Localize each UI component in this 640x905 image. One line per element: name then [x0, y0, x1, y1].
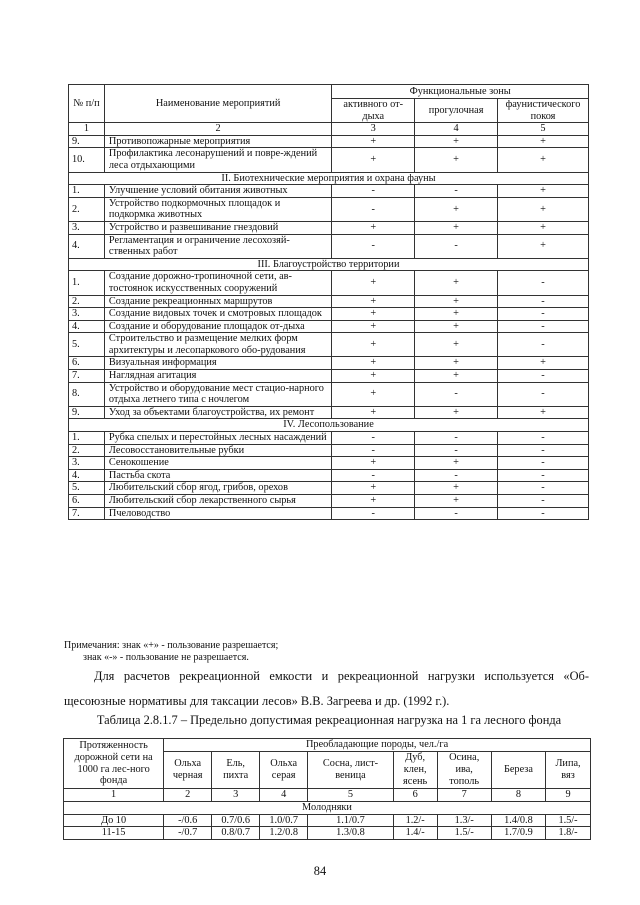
zone-fauna-value: +: [498, 357, 589, 370]
zone-fauna-value: +: [498, 185, 589, 198]
row-measure: Устройство подкормочных площадок и подкормка животных: [104, 197, 331, 221]
zone-active-value: +: [332, 148, 415, 172]
zone-active-value: +: [332, 135, 415, 148]
zone-fauna-value: +: [498, 197, 589, 221]
zone-fauna-value: -: [498, 370, 589, 383]
table-row: [69, 185, 589, 198]
colnum: 1: [69, 123, 105, 136]
species-header: Сосна, лист-веница: [308, 752, 394, 789]
table-row: [69, 271, 589, 295]
zone-walk-value: +: [415, 457, 498, 470]
zone-walk-value: -: [415, 185, 498, 198]
row-number: 7.: [69, 507, 105, 520]
zone-walk-value: +: [415, 135, 498, 148]
cell: 1.0/0.7: [260, 814, 308, 827]
zone-active-value: -: [332, 432, 415, 445]
row-number: 4.: [69, 320, 105, 333]
row-number: 9.: [69, 406, 105, 419]
table-row: [69, 406, 589, 419]
colnum: 7: [437, 789, 491, 802]
zone-active-value: +: [332, 382, 415, 406]
zone-active-value: +: [332, 308, 415, 321]
section-title: III. Благоустройство территории: [69, 258, 589, 271]
cell: 0.7/0.6: [212, 814, 260, 827]
table-row: [69, 221, 589, 234]
zone-walk-value: -: [415, 469, 498, 482]
measures-table-body: [69, 135, 589, 519]
cell: 0.8/0.7: [212, 827, 260, 840]
row-number: 5.: [69, 333, 105, 357]
species-header: Осина, ива, тополь: [437, 752, 491, 789]
zone-active-value: +: [332, 295, 415, 308]
note-line-2: знак «-» - пользование не разрешается.: [83, 652, 249, 663]
zone-walk-value: -: [415, 234, 498, 258]
zone-walk-value: +: [415, 320, 498, 333]
zone-active-value: +: [332, 482, 415, 495]
table-row: [69, 295, 589, 308]
zone-active-value: +: [332, 221, 415, 234]
row-number: 5.: [69, 482, 105, 495]
species-header: Береза: [491, 752, 545, 789]
zone-active-value: +: [332, 320, 415, 333]
zone-fauna-value: -: [498, 432, 589, 445]
row-measure: Рубка спелых и перестойных лесных насаждений: [104, 432, 331, 445]
zone-walk-value: +: [415, 370, 498, 383]
row-label: 11-15: [64, 827, 164, 840]
zone-active-value: -: [332, 507, 415, 520]
row-measure: Пастьба скота: [104, 469, 331, 482]
cell: 1.2/-: [393, 814, 437, 827]
row-measure: Визуальная информация: [104, 357, 331, 370]
cell: 1.5/-: [546, 814, 591, 827]
table-row: [69, 357, 589, 370]
row-number: 6.: [69, 495, 105, 508]
zone-fauna-value: -: [498, 333, 589, 357]
row-number: 1.: [69, 185, 105, 198]
zone-walk-value: -: [415, 382, 498, 406]
row-number: 3.: [69, 308, 105, 321]
table-row: [69, 308, 589, 321]
zone-walk-value: +: [415, 221, 498, 234]
cell: 1.3/0.8: [308, 827, 394, 840]
zone-walk-value: +: [415, 495, 498, 508]
row-measure: Создание дорожно-тропиночной сети, ав-тостоянок искусственных сооружений: [104, 271, 331, 295]
zone-fauna-value: -: [498, 457, 589, 470]
measures-table: [68, 84, 589, 520]
section-row: [69, 258, 589, 271]
colnum: 2: [164, 789, 212, 802]
cell: 1.4/-: [393, 827, 437, 840]
row-measure: Создание и оборудование площадок от-дыха: [104, 320, 331, 333]
row-label: До 10: [64, 814, 164, 827]
species-header: Ель, пихта: [212, 752, 260, 789]
section-youngstock: Молодняки: [64, 801, 591, 814]
zone-active-value: +: [332, 495, 415, 508]
table-row: [69, 135, 589, 148]
row-number: 3.: [69, 457, 105, 470]
colnum: 5: [498, 123, 589, 136]
species-header: Липа, вяз: [546, 752, 591, 789]
row-measure: Пчеловодство: [104, 507, 331, 520]
colnum: 8: [491, 789, 545, 802]
table-row: [69, 370, 589, 383]
zone-walk-value: +: [415, 197, 498, 221]
table-row: [69, 197, 589, 221]
body-paragraph: Для расчетов рекреационной емкости и рекреационной нагрузки используется «Об-щесоюзные нормативы для таксации лесов» В.В. Загреева и др. (1992 г.).: [64, 669, 589, 708]
row-number: 6.: [69, 357, 105, 370]
table-row: [69, 495, 589, 508]
row-measure: Строительство и размещение мелких форм архитектуры и лесопаркового обо-рудования: [104, 333, 331, 357]
row-measure: Любительский сбор ягод, грибов, орехов: [104, 482, 331, 495]
zone-active-value: +: [332, 333, 415, 357]
species-header: Ольха серая: [260, 752, 308, 789]
zone-active-value: +: [332, 370, 415, 383]
zone-fauna-value: -: [498, 295, 589, 308]
zone-active-value: -: [332, 469, 415, 482]
zone-fauna-value: +: [498, 135, 589, 148]
cell: 1.3/-: [437, 814, 491, 827]
zone-walk-value: -: [415, 432, 498, 445]
row-measure: Регламентация и ограничение лесохозяй-ственных работ: [104, 234, 331, 258]
zone-walk-value: +: [415, 357, 498, 370]
cell: 1.8/-: [546, 827, 591, 840]
section-title: IV. Лесопользование: [69, 419, 589, 432]
cell: 1.5/-: [437, 827, 491, 840]
zone-active-value: -: [332, 444, 415, 457]
page-number: 84: [313, 864, 327, 878]
cell: 1.4/0.8: [491, 814, 545, 827]
load-group-header: Преобладающие породы, чел./га: [164, 739, 591, 752]
zone-fauna-value: -: [498, 482, 589, 495]
zone-active-value: -: [332, 197, 415, 221]
header-name: Наименование мероприятий: [104, 85, 331, 123]
table-notes: [64, 640, 278, 664]
load-rowhead: Протяженность дорожной сети на 1000 га лес-ного фонда: [64, 739, 164, 789]
zone-fauna-value: -: [498, 469, 589, 482]
table-row: [64, 827, 591, 840]
row-measure: Улучшение условий обитания животных: [104, 185, 331, 198]
row-measure: Создание видовых точек и смотровых площадок: [104, 308, 331, 321]
row-measure: Уход за объектами благоустройства, их ремонт: [104, 406, 331, 419]
zone-active-value: +: [332, 457, 415, 470]
row-measure: Создание рекреационных маршрутов: [104, 295, 331, 308]
table-row: [64, 814, 591, 827]
header-zone-active: активного от-дыха: [332, 99, 415, 123]
table-row: [69, 148, 589, 172]
row-number: 4.: [69, 234, 105, 258]
row-number: 4.: [69, 469, 105, 482]
table-row: [69, 432, 589, 445]
row-number: 7.: [69, 370, 105, 383]
row-measure: Профилактика лесонарушений и повре-ждений леса отдыхающими: [104, 148, 331, 172]
section-title: II. Биотехнические мероприятия и охрана фауны: [69, 172, 589, 185]
table-row: [69, 234, 589, 258]
table-row: [69, 482, 589, 495]
row-number: 9.: [69, 135, 105, 148]
cell: 1.7/0.9: [491, 827, 545, 840]
note-line-1: Примечания: знак «+» - пользование разрешается;: [64, 640, 279, 651]
header-zones: Функциональные зоны: [332, 85, 589, 99]
zone-walk-value: +: [415, 406, 498, 419]
zone-active-value: -: [332, 185, 415, 198]
load-table: [63, 738, 591, 840]
row-number: 2.: [69, 197, 105, 221]
colnum: 1: [64, 789, 164, 802]
cell: -/0.6: [164, 814, 212, 827]
zone-walk-value: +: [415, 271, 498, 295]
row-number: 8.: [69, 382, 105, 406]
zone-fauna-value: -: [498, 382, 589, 406]
zone-walk-value: -: [415, 507, 498, 520]
species-header: Дуб, клен, ясень: [393, 752, 437, 789]
row-number: 2.: [69, 295, 105, 308]
zone-active-value: -: [332, 234, 415, 258]
table-caption: Таблица 2.8.1.7 – Предельно допустимая рекреационная нагрузка на 1 га лесного фонда: [96, 713, 562, 727]
cell: 1.1/0.7: [308, 814, 394, 827]
section-row: [69, 172, 589, 185]
zone-walk-value: +: [415, 295, 498, 308]
row-number: 1.: [69, 271, 105, 295]
header-zone-fauna: фаунистического покоя: [498, 99, 589, 123]
zone-active-value: +: [332, 271, 415, 295]
zone-walk-value: +: [415, 148, 498, 172]
table-row: [69, 320, 589, 333]
colnum: 3: [212, 789, 260, 802]
zone-fauna-value: -: [498, 320, 589, 333]
zone-fauna-value: +: [498, 234, 589, 258]
colnum: 4: [260, 789, 308, 802]
zone-fauna-value: +: [498, 148, 589, 172]
zone-fauna-value: -: [498, 495, 589, 508]
header-num: № п/п: [69, 85, 105, 123]
zone-active-value: +: [332, 406, 415, 419]
row-measure: Сенокошение: [104, 457, 331, 470]
zone-fauna-value: -: [498, 308, 589, 321]
table-row: [69, 382, 589, 406]
colnum: 3: [332, 123, 415, 136]
species-header: Ольха черная: [164, 752, 212, 789]
row-measure: Устройство и оборудование мест стацио-нарного отдыха летнего типа с ночлегом: [104, 382, 331, 406]
row-measure: Наглядная агитация: [104, 370, 331, 383]
colnum: 2: [104, 123, 331, 136]
colnum: 4: [415, 123, 498, 136]
row-number: 10.: [69, 148, 105, 172]
zone-walk-value: +: [415, 333, 498, 357]
row-measure: Устройство и развешивание гнездовий: [104, 221, 331, 234]
colnum: 6: [393, 789, 437, 802]
section-row: [69, 419, 589, 432]
zone-fauna-value: -: [498, 444, 589, 457]
cell: 1.2/0.8: [260, 827, 308, 840]
zone-fauna-value: +: [498, 221, 589, 234]
table-row: [69, 444, 589, 457]
zone-walk-value: +: [415, 308, 498, 321]
table-row: [69, 333, 589, 357]
table-row: [69, 469, 589, 482]
row-number: 1.: [69, 432, 105, 445]
colnum: 9: [546, 789, 591, 802]
zone-walk-value: +: [415, 482, 498, 495]
zone-fauna-value: -: [498, 507, 589, 520]
row-measure: Противопожарные мероприятия: [104, 135, 331, 148]
cell: -/0.7: [164, 827, 212, 840]
zone-active-value: +: [332, 357, 415, 370]
row-measure: Любительский сбор лекарственного сырья: [104, 495, 331, 508]
header-zone-walk: прогулочная: [415, 99, 498, 123]
row-number: 3.: [69, 221, 105, 234]
row-number: 2.: [69, 444, 105, 457]
table-row: [69, 507, 589, 520]
colnum: 5: [308, 789, 394, 802]
table-row: [69, 457, 589, 470]
zone-fauna-value: +: [498, 406, 589, 419]
row-measure: Лесовосстановительные рубки: [104, 444, 331, 457]
zone-walk-value: -: [415, 444, 498, 457]
zone-fauna-value: -: [498, 271, 589, 295]
